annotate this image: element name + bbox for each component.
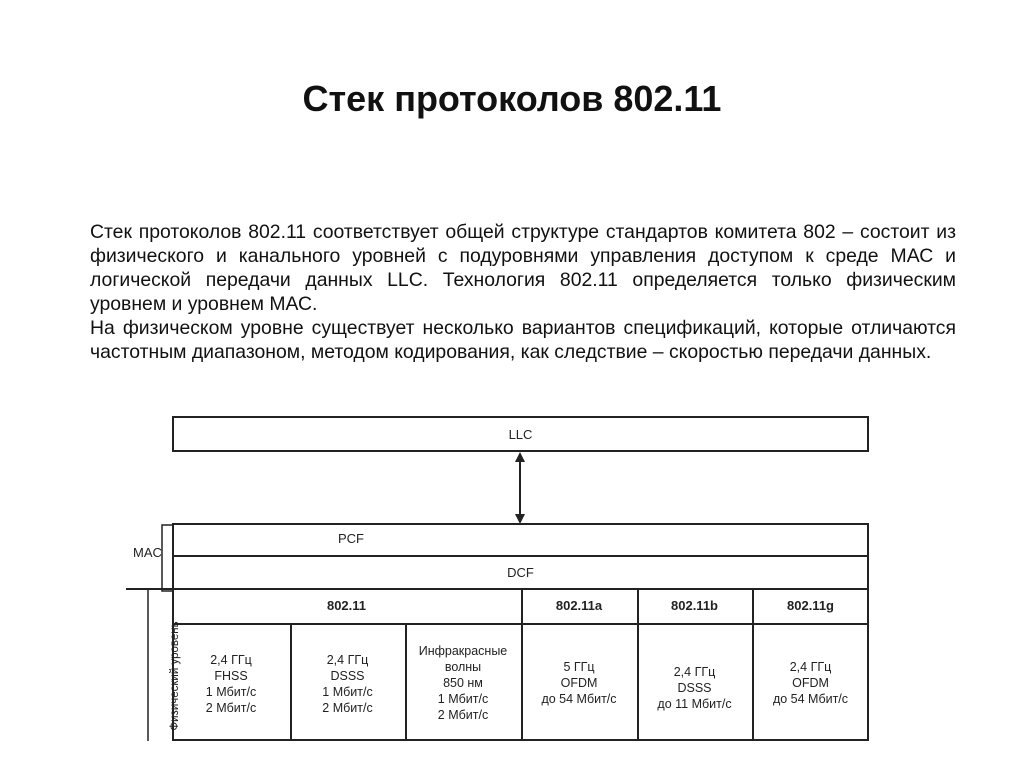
mac-bracket: [126, 523, 174, 593]
phy-cell-ofdm-11g: 2,4 ГГц OFDM до 54 Мбит/с: [772, 660, 849, 706]
llc-label: LLC: [508, 427, 533, 442]
pcf-dcf-divider: [172, 555, 869, 557]
mac-phy-divider: [126, 588, 869, 590]
mac-side-label: MAC: [133, 545, 162, 560]
standard-802-11a: 802.11a: [555, 598, 603, 613]
standard-802-11g: 802.11g: [787, 598, 834, 613]
pcf-label: PCF: [338, 531, 364, 546]
dcf-label: DCF: [507, 565, 534, 580]
standard-802-11: 802.11: [326, 598, 367, 613]
standard-802-11b: 802.11b: [671, 598, 718, 613]
phy-cell-fhss: 2,4 ГГц FHSS 1 Мбит/с 2 Мбит/с: [205, 653, 257, 715]
phy-cell-ofdm-5ghz: 5 ГГц OFDM до 54 Мбит/с: [541, 660, 617, 706]
slide-title: Стек протоколов 802.11: [302, 78, 722, 119]
paragraph-physical-layer: На физическом уровне существует несколько вариантов спецификаций, которые отличаются частотным диапазоном, методом кодирования, как следствие – скоростью передачи данных.: [90, 317, 956, 363]
paragraph-intro: Стек протоколов 802.11 соответствует общей структуре стандартов комитета 802 – состоит из физического и канального уровней с подуровнями управления доступом к среде МАС и логической передачи данных LLC. Технология 802.11 определяется только физическим уровнем и уровнем МАС.: [90, 221, 956, 315]
llc-mac-arrow: [510, 452, 530, 524]
phys-side-label: Физический уровень: [169, 621, 181, 731]
phy-cell-dsss: 2,4 ГГц DSSS 1 Мбит/с 2 Мбит/с: [322, 653, 373, 715]
phy-cell-dsss-11b: 2,4 ГГц DSSS до 11 Мбит/с: [657, 665, 732, 711]
phy-cell-infrared: Инфракрасные волны 850 нм 1 Мбит/с 2 Мбит/с: [418, 644, 508, 722]
